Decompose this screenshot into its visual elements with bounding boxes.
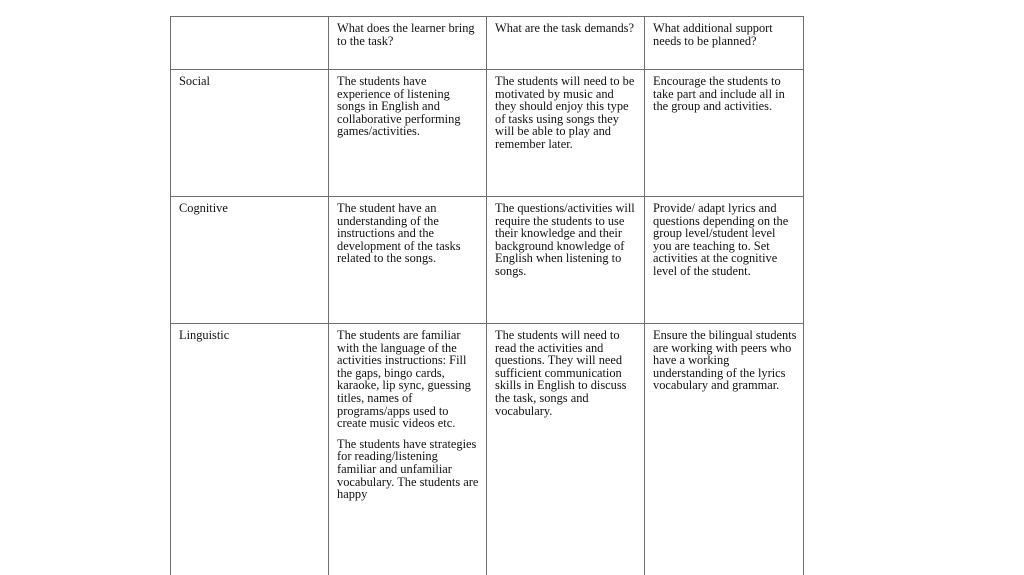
table-row-social — [171, 70, 804, 197]
linguistic-learner-text-1: The students are familiar with the language of the activities instructions: Fill the gaps, bingo cards, karaoke, lip sync, guessing titles, names of programs/apps used to create music videos etc. — [337, 328, 471, 431]
header-learner-cell: What does the learner bring to the task? — [329, 17, 487, 70]
cognitive-task-cell: The questions/activities will require the students to use their knowledge and their background knowledge of English when listening to songs. — [487, 197, 645, 324]
cognitive-learner-text: The student have an understanding of the instructions and the development of the tasks related to the songs. — [337, 201, 461, 266]
task-planning-table — [170, 16, 804, 575]
social-learner-cell — [329, 70, 487, 197]
table-row-linguistic — [171, 324, 804, 575]
social-support-cell: Encourage the students to take part and include all in the group and activities. — [645, 70, 804, 197]
linguistic-task-cell: The students will need to read the activities and questions. They will need sufficient communication skills in English to discuss the task, songs and vocabulary. — [487, 324, 645, 575]
social-learner-text: The students have experience of listening songs in English and collaborative performing games/activities. — [337, 74, 461, 139]
row-label-social: Social — [171, 70, 329, 197]
cognitive-support-cell: Provide/ adapt lyrics and questions depending on the group level/student level you are teaching to. Set activities at the cognitive level of the student. — [645, 197, 804, 324]
table-header-row — [171, 17, 804, 70]
row-label-cognitive: Cognitive — [171, 197, 329, 324]
cognitive-learner-cell — [329, 197, 487, 324]
linguistic-learner-cell — [329, 324, 487, 575]
header-corner-cell — [171, 17, 329, 70]
table-row-cognitive — [171, 197, 804, 324]
header-task-cell: What are the task demands? — [487, 17, 645, 70]
row-label-linguistic: Linguistic — [171, 324, 329, 575]
header-support-cell: What additional support needs to be planned? — [645, 17, 804, 70]
linguistic-support-cell: Ensure the bilingual students are working with peers who have a working understanding of the lyrics vocabulary and grammar. — [645, 324, 804, 575]
social-task-cell: The students will need to be motivated by music and they should enjoy this type of tasks using songs they will be able to play and remember later. — [487, 70, 645, 197]
linguistic-learner-text-2: The students have strategies for reading/listening familiar and unfamiliar vocabulary. The students are happy — [337, 436, 479, 502]
